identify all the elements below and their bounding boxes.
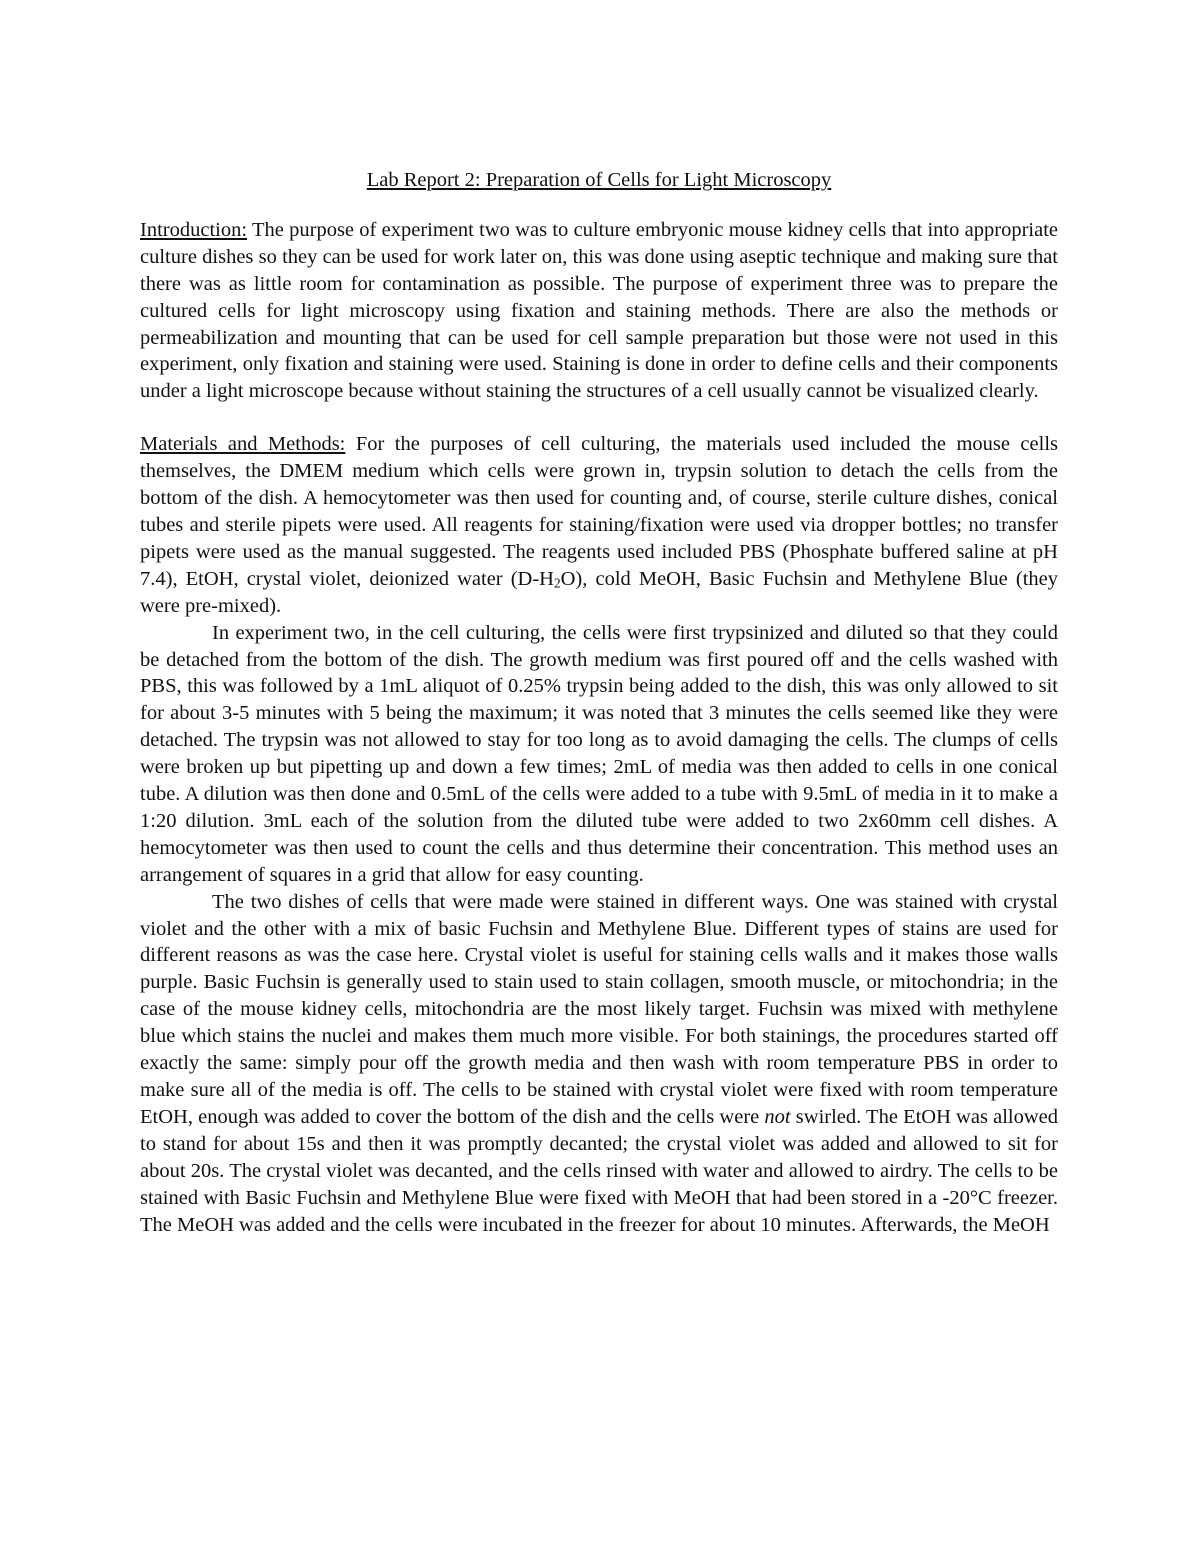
materials-heading: Materials and Methods: (140, 433, 346, 456)
materials-text-1: For the purposes of cell culturing, the materials used included the mouse cells themselves, the DMEM medium which cells were grown in, trypsin solution to detach the cells from the bottom of the dish. A hemocytometer was then used for counting and, of course, sterile culture dishes, conical tubes and sterile pipets were used. All reagents for staining/fixation were used via dropper bottles; no transfer pipets were used as the manual suggested. The reagents used included PBS (Phosphate buffered saline at pH 7.4), EtOH, crystal violet, deionized water (D-H (140, 433, 1058, 590)
document-title (140, 167, 1058, 194)
staining-text-2: swirled. The EtOH was allowed to stand for about 15s and then it was promptly decanted; the crystal violet was added and allowed to sit for about 20s. The crystal violet was decanted, and the cells rinsed with water and allowed to airdry. The cells to be stained with Basic Fuchsin and Methylene Blue were fixed with MeOH that had been stored in a -20°C freezer. The MeOH was added and the cells were incubated in the freezer for about 10 minutes. Afterwards, the MeOH (140, 1105, 1058, 1236)
materials-paragraph (140, 431, 1058, 619)
introduction-heading: Introduction: (140, 218, 248, 241)
staining-paragraph (140, 889, 1058, 1239)
staining-text-1: The two dishes of cells that were made were stained in different ways. One was stained with crystal violet and the other with a mix of basic Fuchsin and Methylene Blue. Different types of stains are used for different reasons as was the case here. Crystal violet is useful for staining cells walls and it makes those walls purple. Basic Fuchsin is generally used to stain used to stain collagen, smooth muscle, or mitochondria; in the case of the mouse kidney cells, mitochondria are the most likely target. Fuchsin was mixed with methylene blue which stains the nuclei and makes them much more visible. For both stainings, the procedures started off exactly the same: simply pour off the growth media and then wash with room temperature PBS in order to make sure all of the media is off. The cells to be stained with crystal violet were fixed with room temperature EtOH, enough was added to cover the bottom of the dish and the cells were (140, 890, 1058, 1128)
materials-subscript: 2 (553, 575, 561, 591)
materials-text-2: O), cold MeOH, Basic Fuchsin and Methylene Blue (they were pre-mixed). (140, 567, 1058, 617)
title-text: Lab Report 2: Preparation of Cells for Light Microscopy (366, 169, 832, 191)
introduction-text: The purpose of experiment two was to culture embryonic mouse kidney cells that into appropriate culture dishes so they can be used for work later on, this was done using aseptic technique and making sure that there was as little room for contamination as possible. The purpose of experiment three was to prepare the cultured cells for light microscopy using fixation and staining methods. There are also the methods or permeabilization and mounting that can be used for cell sample preparation but those were not used in this experiment, only fixation and staining were used. Staining is done in order to define cells and their components under a light microscope because without staining the structures of a cell usually cannot be visualized clearly. (140, 218, 1058, 403)
document-page (140, 167, 1058, 1238)
introduction-paragraph (140, 217, 1058, 405)
staining-italic: not (764, 1105, 791, 1128)
culturing-paragraph: In experiment two, in the cell culturing, the cells were first trypsinized and diluted so that they could be detached from the bottom of the dish. The growth medium was first poured off and the cells washed with PBS, this was followed by a 1mL aliquot of 0.25% trypsin being added to the dish, this was only allowed to sit for about 3-5 minutes with 5 being the maximum; it was noted that 3 minutes the cells seemed like they were detached. The trypsin was not allowed to stay for too long as to avoid damaging the cells. The clumps of cells were broken up but pipetting up and down a few times; 2mL of media was then added to cells in one conical tube. A dilution was then done and 0.5mL of the cells were added to a tube with 9.5mL of media in it to make a 1:20 dilution. 3mL each of the solution from the diluted tube were added to two 2x60mm cell dishes. A hemocytometer was then used to count the cells and thus determine their concentration. This method uses an arrangement of squares in a grid that allow for easy counting. (140, 621, 1058, 886)
